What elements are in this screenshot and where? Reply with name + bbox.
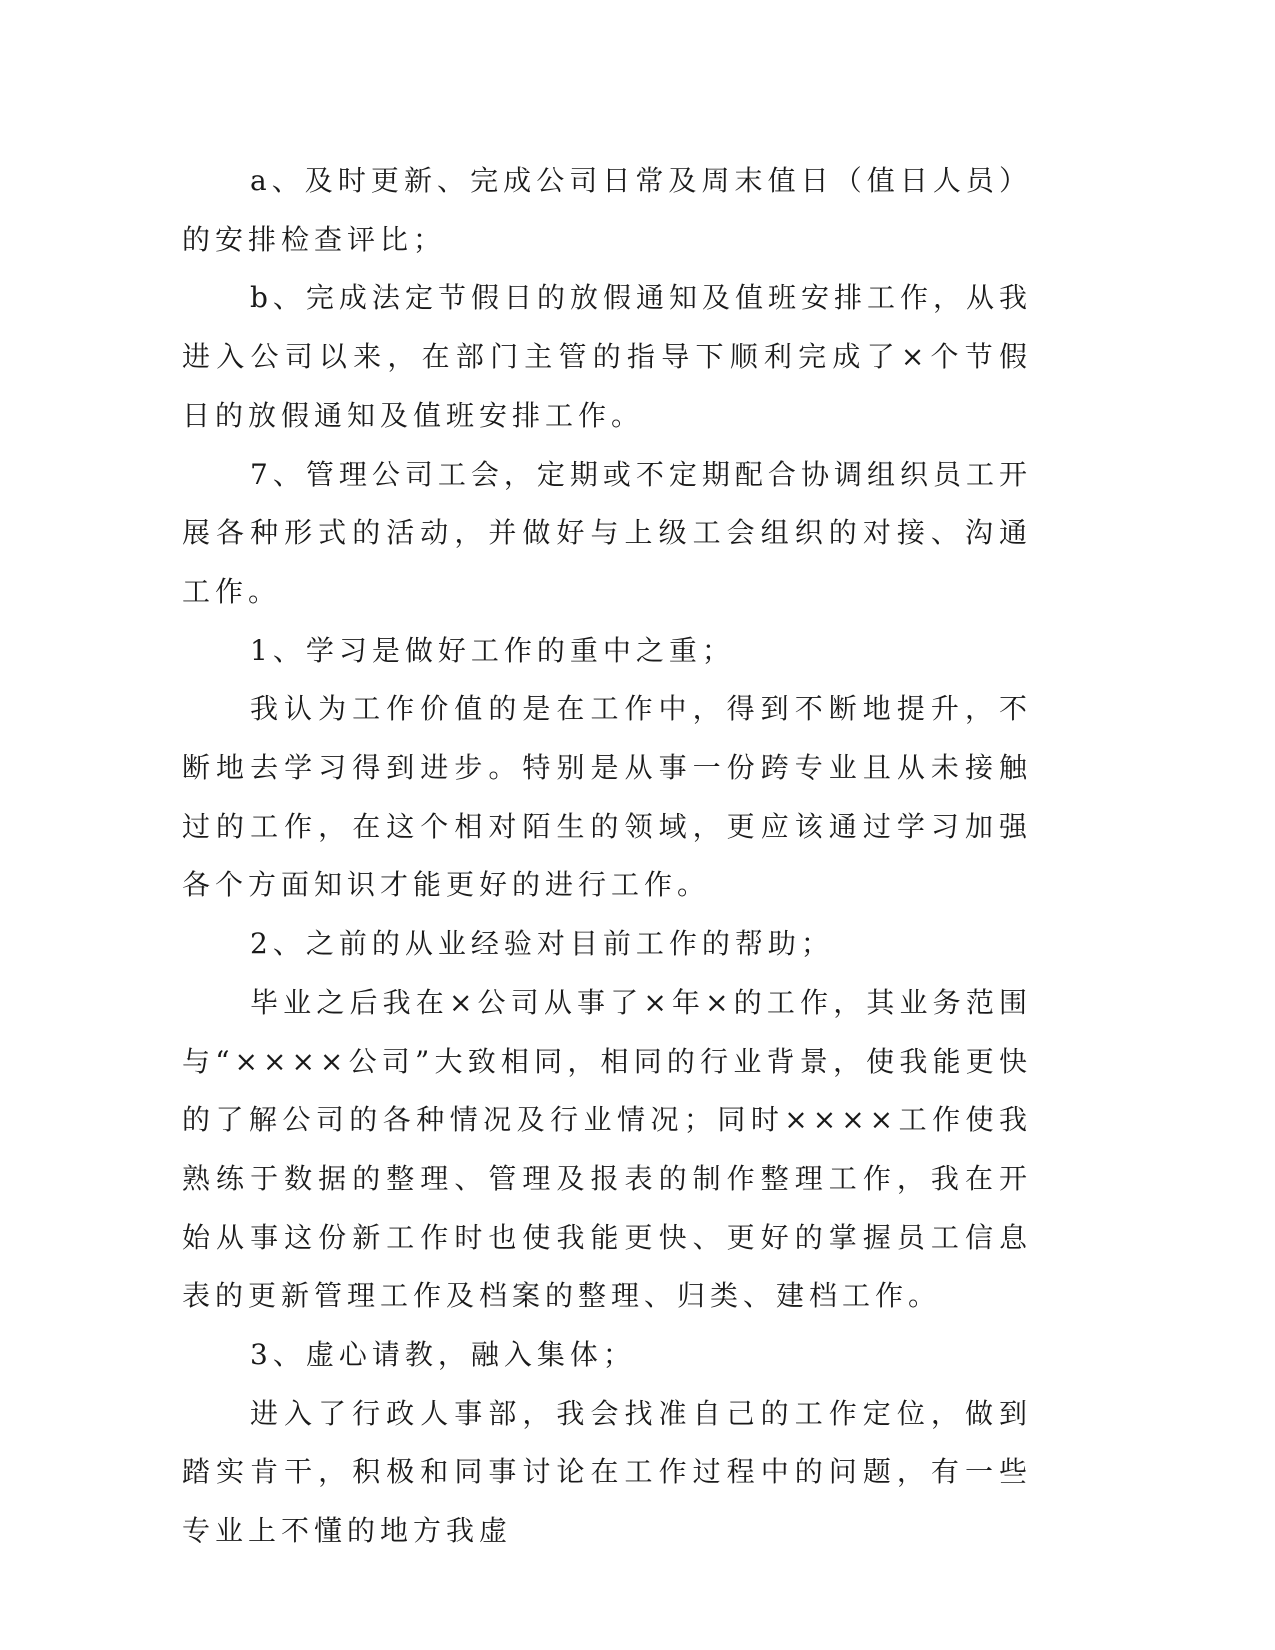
heading-point-2: 2、之前的从业经验对目前工作的帮助； bbox=[250, 927, 834, 961]
paragraph-duty-a: a、及时更新、完成公司日常及周末值日（值日人员）的安排检查评比； bbox=[182, 164, 1032, 256]
paragraph-duty-b: b、完成法定节假日的放假通知及值班安排工作，从我进入公司以来，在部门主管的指导下顺利完成了×个节假日的放假通知及值班安排工作。 bbox=[182, 281, 1032, 432]
paragraph-point-3-body: 进入了行政人事部，我会找准自己的工作定位，做到踏实肯干，积极和同事讨论在工作过程中的问题，有一些专业上不懂的地方我虚 bbox=[182, 1396, 1032, 1548]
heading-point-1: 1、学习是做好工作的重中之重； bbox=[250, 633, 735, 667]
document-body bbox=[182, 152, 1032, 1561]
paragraph-point-1-body: 我认为工作价值的是在工作中，得到不断地提升，不断地去学习得到进步。特别是从事一份跨专业且从未接触过的工作，在这个相对陌生的领域，更应该通过学习加强各个方面知识才能更好的进行工作。 bbox=[182, 692, 1032, 902]
paragraph-duty-7: 7、管理公司工会，定期或不定期配合协调组织员工开展各种形式的活动，并做好与上级工会组织的对接、沟通工作。 bbox=[182, 457, 1032, 608]
paragraph-point-2-body: 毕业之后我在×公司从事了×年×的工作，其业务范围与“××××公司”大致相同，相同的行业背景，使我能更快的了解公司的各种情况及行业情况；同时××××工作使我熟练于数据的整理、管理及报表的制作整理工作，我在开始从事这份新工作时也使我能更快、更好的掌握员工信息表的更新管理工作及档案的整理、归类、建档工作。 bbox=[182, 985, 1032, 1313]
heading-point-3: 3、虚心请教，融入集体； bbox=[250, 1338, 636, 1372]
